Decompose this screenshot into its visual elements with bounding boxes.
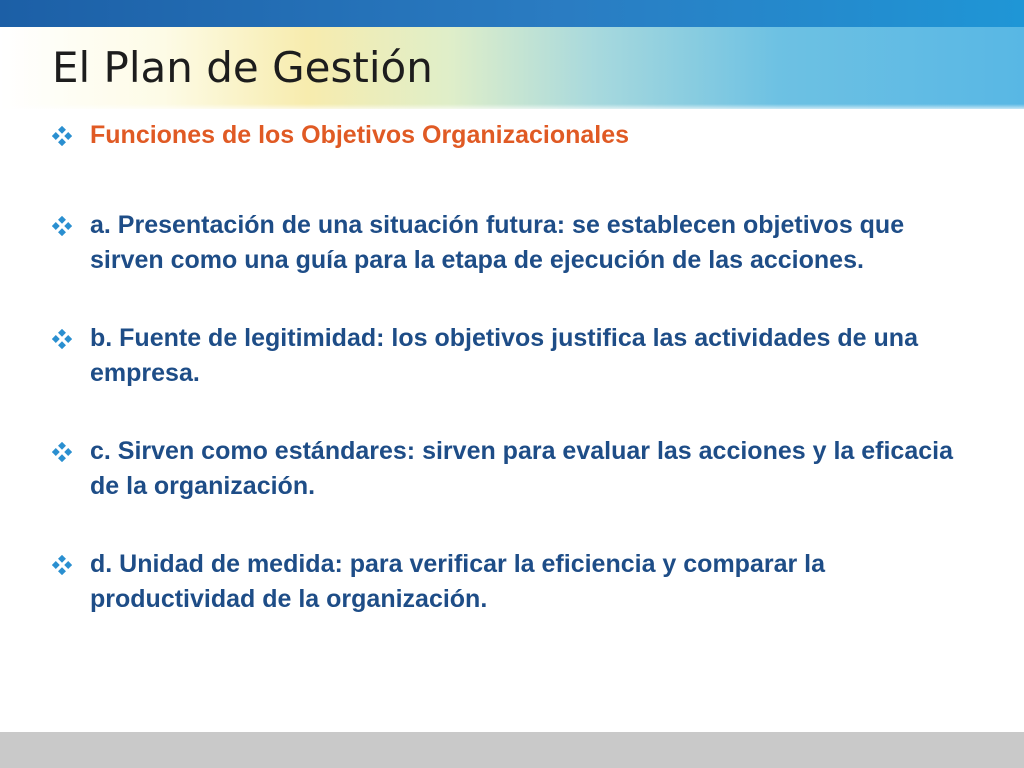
diamond-bullet-icon [52, 555, 72, 575]
slide-content [52, 118, 982, 660]
bullet-item-b [52, 321, 982, 391]
bottom-footer-bar [0, 732, 1024, 768]
diamond-bullet-icon [52, 216, 72, 236]
diamond-bullet-icon [52, 126, 72, 146]
bullet-subtitle [52, 118, 982, 153]
diamond-bullet-icon [52, 442, 72, 462]
page-title: El Plan de Gestión [52, 43, 433, 92]
bullet-text: a. Presentación de una situación futura: se establecen objetivos que sirven como una guía para la etapa de ejecución de las acciones. [90, 211, 905, 274]
bullet-item-a [52, 208, 982, 278]
diamond-bullet-icon [52, 329, 72, 349]
bullet-text: c. Sirven como estándares: sirven para evaluar las acciones y la eficacia de la organización. [90, 437, 953, 500]
bullet-text: b. Fuente de legitimidad: los objetivos justifica las actividades de una empresa. [90, 324, 918, 387]
top-header-bar [0, 0, 1024, 27]
bullet-item-d [52, 547, 982, 617]
bullet-text: d. Unidad de medida: para verificar la eficiencia y comparar la productividad de la organización. [90, 550, 826, 613]
bullet-item-c [52, 434, 982, 504]
subtitle-text: Funciones de los Objetivos Organizacionales [90, 121, 630, 149]
